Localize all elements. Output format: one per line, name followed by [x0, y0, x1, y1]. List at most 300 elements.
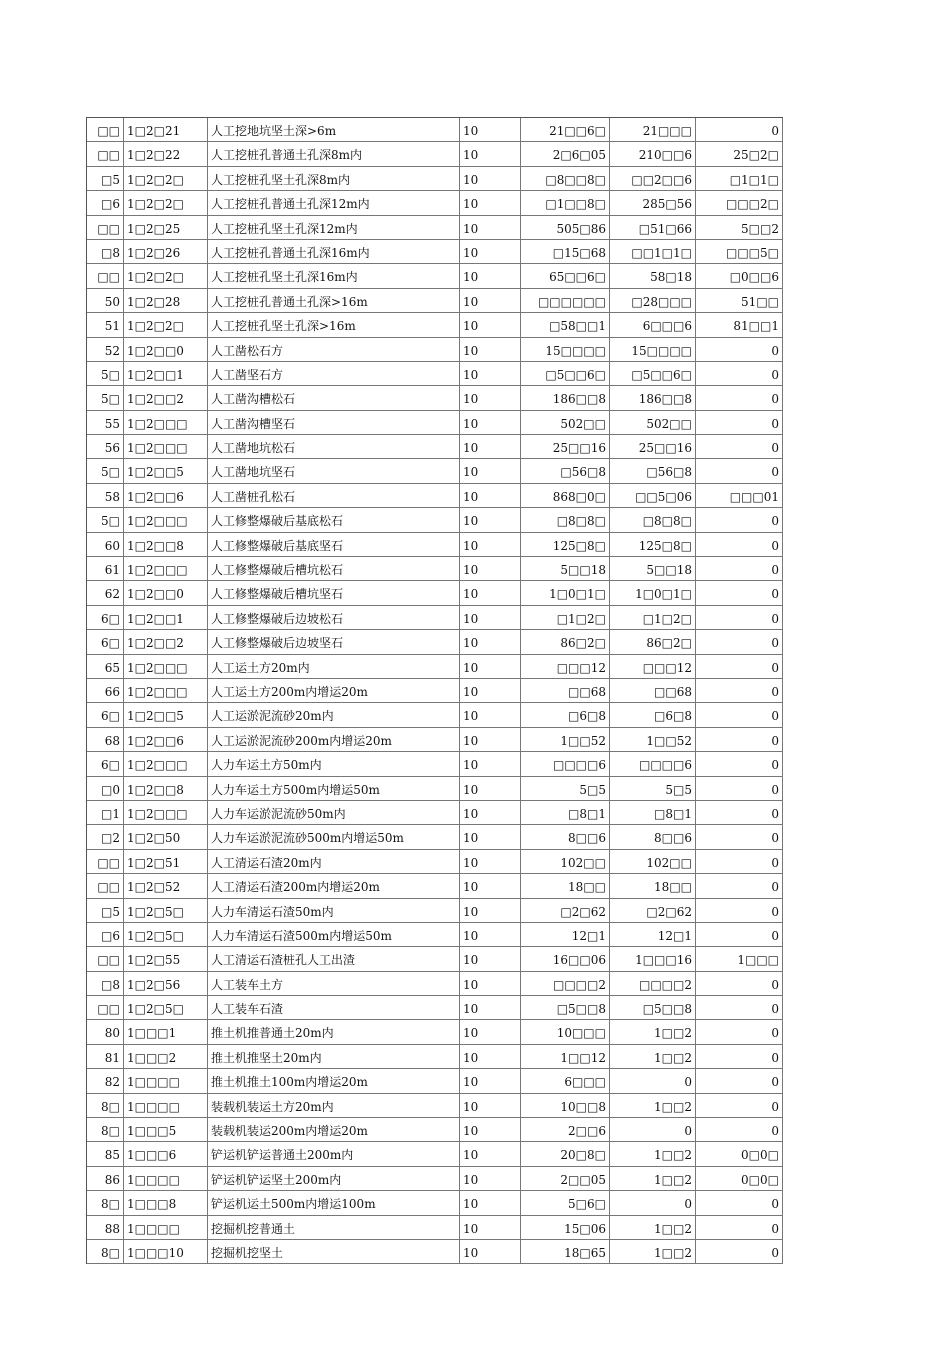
item-name-cell: 人工挖桩孔坚土孔深>16m — [208, 313, 460, 336]
unit-cell: 10 — [460, 923, 521, 946]
labor-value-cell: 502□□ — [610, 411, 696, 434]
labor-value-cell: □□□□6 — [610, 752, 696, 775]
table-row — [87, 581, 783, 605]
machine-value-cell: □1□1□ — [696, 167, 783, 190]
item-code-cell: 1□2□□2 — [124, 630, 208, 653]
item-code-cell: 1□2□□8 — [124, 533, 208, 556]
item-code-cell: 1□2□2□ — [124, 167, 208, 190]
machine-value-cell: 0 — [696, 338, 783, 361]
row-number-cell: 5□ — [87, 508, 124, 531]
table-row — [87, 508, 783, 532]
item-code-cell: 1□2□51 — [124, 850, 208, 873]
machine-value-cell: 0 — [696, 777, 783, 800]
machine-value-cell: 0□0□ — [696, 1142, 783, 1165]
total-value-cell: □5□□6□ — [521, 362, 610, 385]
table-row — [87, 1069, 783, 1093]
item-code-cell: 1□2□55 — [124, 947, 208, 970]
table-row — [87, 825, 783, 849]
item-name-cell: 人工凿沟槽坚石 — [208, 411, 460, 434]
total-value-cell: □58□□1 — [521, 313, 610, 336]
total-value-cell: □□□□6 — [521, 752, 610, 775]
item-code-cell: 1□2□56 — [124, 972, 208, 995]
table-row — [87, 533, 783, 557]
row-number-cell: 62 — [87, 581, 124, 604]
row-number-cell: 85 — [87, 1142, 124, 1165]
item-code-cell: 1□2□□□ — [124, 801, 208, 824]
item-name-cell: 人力车运土方50m内 — [208, 752, 460, 775]
item-name-cell: 铲运机铲运普通土200m内 — [208, 1142, 460, 1165]
item-code-cell: 1□2□□0 — [124, 581, 208, 604]
row-number-cell: □□ — [87, 216, 124, 239]
item-code-cell: 1□2□□6 — [124, 728, 208, 751]
item-code-cell: 1□2□□1 — [124, 606, 208, 629]
unit-cell: 10 — [460, 606, 521, 629]
unit-cell: 10 — [460, 777, 521, 800]
labor-value-cell: 1□□2 — [610, 1216, 696, 1239]
total-value-cell: □□68 — [521, 679, 610, 702]
item-code-cell: 1□2□□0 — [124, 338, 208, 361]
machine-value-cell: 0 — [696, 728, 783, 751]
machine-value-cell: □□□01 — [696, 484, 783, 507]
total-value-cell: 10□□8 — [521, 1094, 610, 1117]
item-name-cell: 人工运淤泥流砂200m内增运20m — [208, 728, 460, 751]
machine-value-cell: 0□0□ — [696, 1167, 783, 1190]
row-number-cell: □6 — [87, 923, 124, 946]
labor-value-cell: 102□□ — [610, 850, 696, 873]
item-name-cell: 人工凿地坑坚石 — [208, 459, 460, 482]
machine-value-cell: 0 — [696, 459, 783, 482]
labor-value-cell: □5□□6□ — [610, 362, 696, 385]
total-value-cell: 10□□□ — [521, 1020, 610, 1043]
unit-cell: 10 — [460, 386, 521, 409]
item-name-cell: 人工挖桩孔普通土孔深12m内 — [208, 191, 460, 214]
row-number-cell: 80 — [87, 1020, 124, 1043]
item-code-cell: 1□□□2 — [124, 1045, 208, 1068]
machine-value-cell: 0 — [696, 435, 783, 458]
table-row — [87, 216, 783, 240]
table-row — [87, 630, 783, 654]
row-number-cell: 8□ — [87, 1191, 124, 1214]
row-number-cell: 82 — [87, 1069, 124, 1092]
total-value-cell: □6□8 — [521, 703, 610, 726]
unit-cell: 10 — [460, 630, 521, 653]
unit-cell: 10 — [460, 1240, 521, 1263]
labor-value-cell: 6□□□6 — [610, 313, 696, 336]
unit-cell: 10 — [460, 313, 521, 336]
machine-value-cell: 0 — [696, 557, 783, 580]
item-code-cell: 1□2□50 — [124, 825, 208, 848]
machine-value-cell: 0 — [696, 972, 783, 995]
item-name-cell: 人工修整爆破后槽坑松石 — [208, 557, 460, 580]
labor-value-cell: 1□□2 — [610, 1045, 696, 1068]
table-row — [87, 1020, 783, 1044]
table-row — [87, 606, 783, 630]
item-name-cell: 挖掘机挖普通土 — [208, 1216, 460, 1239]
row-number-cell: 6□ — [87, 752, 124, 775]
item-code-cell: 1□2□52 — [124, 874, 208, 897]
unit-cell: 10 — [460, 728, 521, 751]
row-number-cell: 58 — [87, 484, 124, 507]
row-number-cell: 60 — [87, 533, 124, 556]
machine-value-cell: 0 — [696, 899, 783, 922]
unit-cell: 10 — [460, 118, 521, 141]
row-number-cell: □□ — [87, 874, 124, 897]
item-name-cell: 人工修整爆破后边坡坚石 — [208, 630, 460, 653]
machine-value-cell: 0 — [696, 825, 783, 848]
machine-value-cell: 1□□□ — [696, 947, 783, 970]
machine-value-cell: 0 — [696, 1069, 783, 1092]
machine-value-cell: 0 — [696, 703, 783, 726]
table-row — [87, 142, 783, 166]
row-number-cell: 6□ — [87, 703, 124, 726]
unit-cell: 10 — [460, 264, 521, 287]
unit-cell: 10 — [460, 850, 521, 873]
row-number-cell: 8□ — [87, 1118, 124, 1141]
unit-cell: 10 — [460, 338, 521, 361]
unit-cell: 10 — [460, 972, 521, 995]
labor-value-cell: 0 — [610, 1191, 696, 1214]
item-code-cell: 1□2□21 — [124, 118, 208, 141]
row-number-cell: 65 — [87, 655, 124, 678]
labor-value-cell: 1□□2 — [610, 1142, 696, 1165]
row-number-cell: □0 — [87, 777, 124, 800]
labor-value-cell: □□2□□6 — [610, 167, 696, 190]
item-code-cell: 1□2□□□ — [124, 655, 208, 678]
total-value-cell: □□□□□□ — [521, 289, 610, 312]
total-value-cell: 8□□6 — [521, 825, 610, 848]
item-code-cell: 1□□□□ — [124, 1069, 208, 1092]
item-code-cell: 1□□□□ — [124, 1216, 208, 1239]
unit-cell: 10 — [460, 1191, 521, 1214]
total-value-cell: 86□2□ — [521, 630, 610, 653]
labor-value-cell: 21□□□ — [610, 118, 696, 141]
item-code-cell: 1□2□□□ — [124, 508, 208, 531]
item-name-cell: 铲运机运土500m内增运100m — [208, 1191, 460, 1214]
machine-value-cell: 0 — [696, 1118, 783, 1141]
unit-cell: 10 — [460, 289, 521, 312]
table-row — [87, 191, 783, 215]
labor-value-cell: 5□□18 — [610, 557, 696, 580]
item-name-cell: 人力车运土方500m内增运50m — [208, 777, 460, 800]
table-row — [87, 850, 783, 874]
item-code-cell: 1□□□□ — [124, 1167, 208, 1190]
unit-cell: 10 — [460, 557, 521, 580]
unit-cell: 10 — [460, 1216, 521, 1239]
row-number-cell: □□ — [87, 142, 124, 165]
table-row — [87, 996, 783, 1020]
unit-cell: 10 — [460, 899, 521, 922]
labor-value-cell: 1□□2 — [610, 1094, 696, 1117]
unit-cell: 10 — [460, 703, 521, 726]
row-number-cell: 88 — [87, 1216, 124, 1239]
machine-value-cell: 0 — [696, 362, 783, 385]
labor-value-cell: 1□0□1□ — [610, 581, 696, 604]
table-row — [87, 703, 783, 727]
item-code-cell: 1□2□22 — [124, 142, 208, 165]
total-value-cell: 2□□05 — [521, 1167, 610, 1190]
table-row — [87, 752, 783, 776]
item-code-cell: 1□2□□6 — [124, 484, 208, 507]
machine-value-cell: 25□2□ — [696, 142, 783, 165]
row-number-cell: 5□ — [87, 386, 124, 409]
item-name-cell: 人工清运石渣20m内 — [208, 850, 460, 873]
total-value-cell: 5□□18 — [521, 557, 610, 580]
item-code-cell: 1□2□□□ — [124, 679, 208, 702]
machine-value-cell: 5□□2 — [696, 216, 783, 239]
labor-value-cell: 186□□8 — [610, 386, 696, 409]
row-number-cell: □□ — [87, 850, 124, 873]
item-name-cell: 人工清运石渣桩孔人工出渣 — [208, 947, 460, 970]
table-row — [87, 1191, 783, 1215]
total-value-cell: 6□□□ — [521, 1069, 610, 1092]
table-row — [87, 679, 783, 703]
unit-cell: 10 — [460, 167, 521, 190]
labor-value-cell: 8□□6 — [610, 825, 696, 848]
total-value-cell: 2□□6 — [521, 1118, 610, 1141]
labor-value-cell: 210□□6 — [610, 142, 696, 165]
labor-value-cell: □8□1 — [610, 801, 696, 824]
row-number-cell: 68 — [87, 728, 124, 751]
labor-value-cell: □□1□1□ — [610, 240, 696, 263]
item-name-cell: 人工装车土方 — [208, 972, 460, 995]
row-number-cell: 6□ — [87, 606, 124, 629]
machine-value-cell: 0 — [696, 679, 783, 702]
row-number-cell: □5 — [87, 899, 124, 922]
item-code-cell: 1□□□6 — [124, 1142, 208, 1165]
total-value-cell: 502□□ — [521, 411, 610, 434]
row-number-cell: 61 — [87, 557, 124, 580]
total-value-cell: 12□1 — [521, 923, 610, 946]
item-name-cell: 人工挖桩孔普通土孔深16m内 — [208, 240, 460, 263]
labor-value-cell: □5□□8 — [610, 996, 696, 1019]
table-row — [87, 1167, 783, 1191]
table-row — [87, 362, 783, 386]
item-name-cell: 人工修整爆破后基底松石 — [208, 508, 460, 531]
item-name-cell: 铲运机铲运坚土200m内 — [208, 1167, 460, 1190]
total-value-cell: 65□□6□ — [521, 264, 610, 287]
row-number-cell: □8 — [87, 240, 124, 263]
item-name-cell: 人工修整爆破后槽坑坚石 — [208, 581, 460, 604]
row-number-cell: 66 — [87, 679, 124, 702]
item-name-cell: 人力车运淤泥流砂500m内增运50m — [208, 825, 460, 848]
total-value-cell: □56□8 — [521, 459, 610, 482]
labor-value-cell: 125□8□ — [610, 533, 696, 556]
table-row — [87, 947, 783, 971]
item-name-cell: 人工运土方200m内增运20m — [208, 679, 460, 702]
table-row — [87, 289, 783, 313]
machine-value-cell: 0 — [696, 606, 783, 629]
unit-cell: 10 — [460, 1020, 521, 1043]
total-value-cell: 5□5 — [521, 777, 610, 800]
unit-cell: 10 — [460, 1142, 521, 1165]
unit-cell: 10 — [460, 142, 521, 165]
machine-value-cell: 0 — [696, 411, 783, 434]
labor-value-cell: □28□□□ — [610, 289, 696, 312]
unit-cell: 10 — [460, 1069, 521, 1092]
row-number-cell: □2 — [87, 825, 124, 848]
item-code-cell: 1□2□5□ — [124, 899, 208, 922]
item-code-cell: 1□2□□1 — [124, 362, 208, 385]
item-code-cell: 1□2□28 — [124, 289, 208, 312]
item-name-cell: 人工挖桩孔普通土孔深>16m — [208, 289, 460, 312]
item-name-cell: 人工挖地坑坚土深>6m — [208, 118, 460, 141]
total-value-cell: □□□12 — [521, 655, 610, 678]
item-name-cell: 人工凿地坑松石 — [208, 435, 460, 458]
labor-value-cell: 285□56 — [610, 191, 696, 214]
item-name-cell: 人力车运淤泥流砂50m内 — [208, 801, 460, 824]
row-number-cell: □□ — [87, 118, 124, 141]
total-value-cell: □2□62 — [521, 899, 610, 922]
table-row — [87, 557, 783, 581]
unit-cell: 10 — [460, 216, 521, 239]
table-row — [87, 1045, 783, 1069]
table-row — [87, 386, 783, 410]
total-value-cell: 18□□ — [521, 874, 610, 897]
item-code-cell: 1□2□□□ — [124, 411, 208, 434]
unit-cell: 10 — [460, 679, 521, 702]
labor-value-cell: □1□2□ — [610, 606, 696, 629]
item-code-cell: 1□2□□□ — [124, 752, 208, 775]
table-row — [87, 1216, 783, 1240]
item-code-cell: 1□2□2□ — [124, 264, 208, 287]
machine-value-cell: 0 — [696, 118, 783, 141]
item-code-cell: 1□2□□8 — [124, 777, 208, 800]
machine-value-cell: 0 — [696, 923, 783, 946]
item-code-cell: 1□2□2□ — [124, 191, 208, 214]
machine-value-cell: □□□2□ — [696, 191, 783, 214]
data-table — [86, 117, 783, 1264]
item-code-cell: 1□2□□2 — [124, 386, 208, 409]
machine-value-cell: 0 — [696, 1240, 783, 1263]
unit-cell: 10 — [460, 1167, 521, 1190]
total-value-cell: 125□8□ — [521, 533, 610, 556]
table-row — [87, 874, 783, 898]
table-row — [87, 1094, 783, 1118]
item-name-cell: 人工运淤泥流砂20m内 — [208, 703, 460, 726]
total-value-cell: 1□□12 — [521, 1045, 610, 1068]
item-name-cell: 人工凿坚石方 — [208, 362, 460, 385]
item-name-cell: 装载机装运200m内增运20m — [208, 1118, 460, 1141]
machine-value-cell: 0 — [696, 801, 783, 824]
item-code-cell: 1□□□10 — [124, 1240, 208, 1263]
machine-value-cell: 0 — [696, 581, 783, 604]
total-value-cell: 505□86 — [521, 216, 610, 239]
row-number-cell: 56 — [87, 435, 124, 458]
unit-cell: 10 — [460, 362, 521, 385]
row-number-cell: 55 — [87, 411, 124, 434]
labor-value-cell: 1□□52 — [610, 728, 696, 751]
item-code-cell: 1□2□25 — [124, 216, 208, 239]
labor-value-cell: 0 — [610, 1069, 696, 1092]
item-name-cell: 推土机推土100m内增运20m — [208, 1069, 460, 1092]
item-name-cell: 人工修整爆破后边坡松石 — [208, 606, 460, 629]
total-value-cell: 18□65 — [521, 1240, 610, 1263]
labor-value-cell: 0 — [610, 1118, 696, 1141]
unit-cell: 10 — [460, 874, 521, 897]
item-name-cell: 推土机推普通土20m内 — [208, 1020, 460, 1043]
machine-value-cell: 0 — [696, 630, 783, 653]
item-code-cell: 1□2□□5 — [124, 459, 208, 482]
item-name-cell: 人工挖桩孔坚土孔深16m内 — [208, 264, 460, 287]
labor-value-cell: 58□18 — [610, 264, 696, 287]
labor-value-cell: 12□1 — [610, 923, 696, 946]
row-number-cell: □5 — [87, 167, 124, 190]
unit-cell: 10 — [460, 801, 521, 824]
unit-cell: 10 — [460, 947, 521, 970]
item-name-cell: 人力车清运石渣500m内增运50m — [208, 923, 460, 946]
machine-value-cell: 0 — [696, 655, 783, 678]
total-value-cell: □15□68 — [521, 240, 610, 263]
item-code-cell: 1□2□□5 — [124, 703, 208, 726]
item-code-cell: 1□□□1 — [124, 1020, 208, 1043]
unit-cell: 10 — [460, 484, 521, 507]
item-code-cell: 1□□□8 — [124, 1191, 208, 1214]
labor-value-cell: 86□2□ — [610, 630, 696, 653]
unit-cell: 10 — [460, 1045, 521, 1068]
machine-value-cell: □□□5□ — [696, 240, 783, 263]
labor-value-cell: 1□□□16 — [610, 947, 696, 970]
labor-value-cell: □56□8 — [610, 459, 696, 482]
total-value-cell: □□□□2 — [521, 972, 610, 995]
row-number-cell: 8□ — [87, 1240, 124, 1263]
total-value-cell: 1□0□1□ — [521, 581, 610, 604]
machine-value-cell: 0 — [696, 533, 783, 556]
machine-value-cell: 0 — [696, 850, 783, 873]
labor-value-cell: □□68 — [610, 679, 696, 702]
item-name-cell: 人工装车石渣 — [208, 996, 460, 1019]
total-value-cell: □8□8□ — [521, 508, 610, 531]
total-value-cell: □5□□8 — [521, 996, 610, 1019]
table-row — [87, 801, 783, 825]
total-value-cell: 186□□8 — [521, 386, 610, 409]
labor-value-cell: □51□66 — [610, 216, 696, 239]
item-code-cell: 1□2□□□ — [124, 435, 208, 458]
table-row — [87, 167, 783, 191]
table-row — [87, 264, 783, 288]
row-number-cell: 5□ — [87, 362, 124, 385]
row-number-cell: 52 — [87, 338, 124, 361]
labor-value-cell: □□□12 — [610, 655, 696, 678]
total-value-cell: □8□□8□ — [521, 167, 610, 190]
row-number-cell: 6□ — [87, 630, 124, 653]
unit-cell: 10 — [460, 435, 521, 458]
item-name-cell: 推土机推坚土20m内 — [208, 1045, 460, 1068]
unit-cell: 10 — [460, 581, 521, 604]
row-number-cell: □□ — [87, 264, 124, 287]
total-value-cell: 2□6□05 — [521, 142, 610, 165]
total-value-cell: 1□□52 — [521, 728, 610, 751]
total-value-cell: 21□□6□ — [521, 118, 610, 141]
unit-cell: 10 — [460, 1118, 521, 1141]
unit-cell: 10 — [460, 533, 521, 556]
table-row — [87, 899, 783, 923]
item-name-cell: 人工挖桩孔坚土孔深12m内 — [208, 216, 460, 239]
labor-value-cell: 15□□□□ — [610, 338, 696, 361]
labor-value-cell: 18□□ — [610, 874, 696, 897]
unit-cell: 10 — [460, 825, 521, 848]
total-value-cell: □1□□8□ — [521, 191, 610, 214]
unit-cell: 10 — [460, 655, 521, 678]
table-row — [87, 1142, 783, 1166]
total-value-cell: 5□6□ — [521, 1191, 610, 1214]
unit-cell: 10 — [460, 752, 521, 775]
table-row — [87, 655, 783, 679]
row-number-cell: □8 — [87, 972, 124, 995]
row-number-cell: 51 — [87, 313, 124, 336]
item-name-cell: 人工清运石渣200m内增运20m — [208, 874, 460, 897]
table-row — [87, 972, 783, 996]
row-number-cell: □□ — [87, 947, 124, 970]
